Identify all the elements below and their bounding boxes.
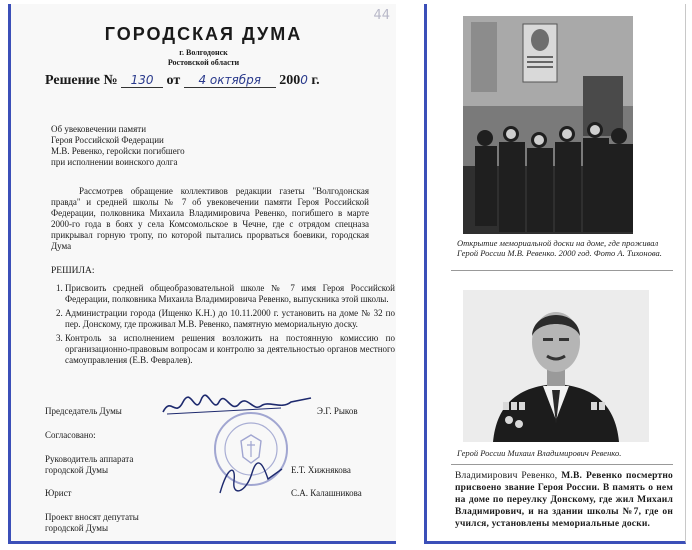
subject-line: при исполнении воинского долга xyxy=(51,157,178,167)
book-page xyxy=(424,4,686,544)
decision-number: 130 xyxy=(121,73,163,88)
decree-subject xyxy=(51,124,185,168)
agreed-label: Согласовано: xyxy=(45,430,96,440)
note-bold: М.В. Ревенко посмертно присвоено звание Героя России. В память о нем на доме по переулку Донскому, где жил Михаил Владимирович, и на здании школы №7, где он учился, установлены мемориальные доски. xyxy=(455,471,673,529)
city-line: г. Волгодонск xyxy=(179,48,228,57)
head-label-line: Руководитель аппарата xyxy=(45,454,134,464)
decree-document xyxy=(8,4,396,544)
resolved-heading: РЕШИЛА: xyxy=(51,266,95,276)
head-name: Е.Т. Хижнякова xyxy=(291,465,351,475)
subject-line: М.В. Ревенко, геройски погибшего xyxy=(51,146,185,156)
region-line: Ростовской области xyxy=(167,58,240,67)
lawyer-label: Юрист xyxy=(45,488,72,498)
page-corner-number: 44 xyxy=(373,8,390,23)
year-prefix: 200 xyxy=(279,73,301,88)
lawyer-signature xyxy=(216,459,286,499)
subject-line: Об увековечении памяти xyxy=(51,124,147,134)
resolution-item: 1. Присвоить средней общеобразовательной школе № 7 имя Героя Российской Федерации, полковника Михаила Владимировича Ревенко, выпускника этой школы. xyxy=(65,283,395,305)
lawyer-name: С.А. Калашникова xyxy=(291,488,362,498)
caption-divider xyxy=(451,464,673,465)
photo1-caption: Открытие мемориальной доски на доме, где проживал Герой России М.В. Ревенко. 2000 год. Фото А. Тихонова. xyxy=(457,238,662,258)
subject-line: Героя Российской Федерации xyxy=(51,135,164,145)
deputies-label-line: городской Думы xyxy=(45,523,109,533)
note-lead: Владимирович Ревенко, xyxy=(455,471,558,481)
decision-label: Решение № xyxy=(45,73,118,88)
decision-line xyxy=(45,73,320,89)
preamble-paragraph: Рассмотрев обращение коллективов редакции газеты "Волгодонская правда" и средней школы № 7 об увековечении памяти Героя Российской Федерации, полковника Михаила Владимировича Ревенко, погибшего в марте 2000-го года в боях у села Комсомольское в Чечне, где с отрядом спецназа прикрывал горную тропу, по которой пытались прорваться боевики, городская Дума xyxy=(51,186,369,251)
decision-date: 4 октября xyxy=(184,73,276,88)
caption-divider xyxy=(451,270,673,271)
document-title: ГОРОДСКАЯ ДУМА xyxy=(104,24,303,44)
memorial-plaque-photo xyxy=(463,16,633,234)
year-label: г. xyxy=(311,73,320,88)
resolution-item: 2. Администрации города (Ищенко К.Н.) до 10.11.2000 г. установить на доме № 32 по пер. Донскому, где проживал М.В. Ревенко, памятную мемориальную доску. xyxy=(65,308,395,330)
head-label-line: городской Думы xyxy=(45,465,109,475)
resolution-items xyxy=(45,283,395,369)
resolution-item: 3. Контроль за исполнением решения возложить на постоянную комиссию по организационно-правовым вопросам и контролю за деятельностью органов местного самоуправления (Е.В. Февралев). xyxy=(65,333,395,366)
chairman-label: Председатель Думы xyxy=(45,406,122,416)
deputies-label-line: Проект вносят депутаты xyxy=(45,512,139,522)
photo2-caption: Герой России Михаил Владимирович Ревенко. xyxy=(457,448,622,458)
chairman-name: Э.Г. Рыков xyxy=(317,406,358,416)
year-suffix: 0 xyxy=(300,73,308,87)
hero-portrait-photo xyxy=(463,290,649,442)
hero-note-paragraph xyxy=(455,470,673,530)
from-label: от xyxy=(166,73,181,88)
